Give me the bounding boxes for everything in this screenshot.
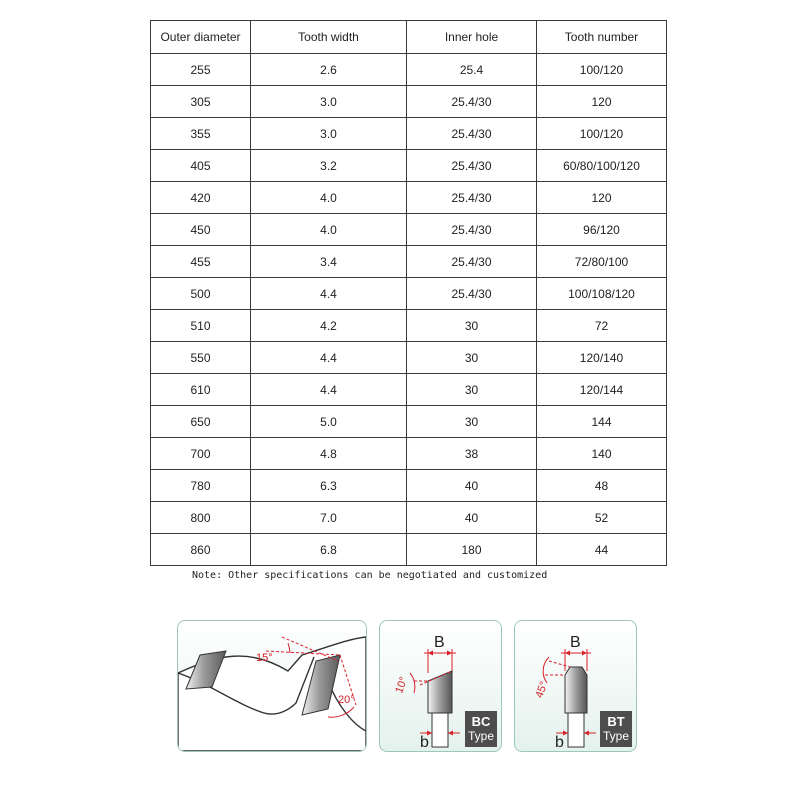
cell-outer-diameter: 500 (151, 278, 251, 310)
cell-outer-diameter: 455 (151, 246, 251, 278)
cell-inner-hole: 25.4/30 (407, 118, 537, 150)
cell-inner-hole: 30 (407, 342, 537, 374)
table-row (151, 406, 667, 438)
bt-type-word: Type (602, 729, 629, 743)
cell-tooth-number: 48 (537, 470, 667, 502)
cell-tooth-number: 100/108/120 (537, 278, 667, 310)
cell-inner-hole: 180 (407, 534, 537, 566)
table-row (151, 374, 667, 406)
cell-tooth-width: 3.4 (251, 246, 407, 278)
cell-tooth-width: 7.0 (251, 502, 407, 534)
bc-base-label: b (420, 734, 429, 751)
cell-tooth-number: 100/120 (537, 118, 667, 150)
cell-outer-diameter: 610 (151, 374, 251, 406)
angle-bottom-label: 20° (338, 694, 355, 706)
cell-tooth-width: 5.0 (251, 406, 407, 438)
table-row (151, 502, 667, 534)
cell-inner-hole: 25.4/30 (407, 182, 537, 214)
cell-tooth-width: 3.2 (251, 150, 407, 182)
cell-inner-hole: 40 (407, 502, 537, 534)
table-row (151, 342, 667, 374)
table-row (151, 246, 667, 278)
bt-type-badge (600, 711, 632, 747)
cell-tooth-number: 52 (537, 502, 667, 534)
bt-angle-label: 45° (533, 679, 551, 700)
cell-tooth-width: 4.0 (251, 182, 407, 214)
table-row (151, 182, 667, 214)
cell-tooth-number: 44 (537, 534, 667, 566)
cell-tooth-number: 120/140 (537, 342, 667, 374)
spec-table (150, 20, 667, 566)
cell-tooth-width: 4.4 (251, 278, 407, 310)
bt-base-label: b (555, 734, 564, 751)
header-inner-hole: Inner hole (407, 21, 537, 54)
cell-outer-diameter: 800 (151, 502, 251, 534)
cell-outer-diameter: 305 (151, 86, 251, 118)
table-row (151, 438, 667, 470)
bt-type-code: BT (607, 714, 625, 729)
cell-tooth-width: 4.4 (251, 342, 407, 374)
cell-inner-hole: 25.4 (407, 54, 537, 86)
table-row (151, 150, 667, 182)
cell-outer-diameter: 700 (151, 438, 251, 470)
cell-inner-hole: 25.4/30 (407, 214, 537, 246)
cell-outer-diameter: 510 (151, 310, 251, 342)
table-row (151, 54, 667, 86)
cell-inner-hole: 40 (407, 470, 537, 502)
cell-outer-diameter: 650 (151, 406, 251, 438)
bc-angle-label: 10° (393, 675, 411, 696)
cell-inner-hole: 25.4/30 (407, 86, 537, 118)
cell-tooth-width: 4.4 (251, 374, 407, 406)
cell-tooth-number: 72 (537, 310, 667, 342)
header-tooth-number: Tooth number (537, 21, 667, 54)
cell-tooth-number: 120 (537, 182, 667, 214)
cell-inner-hole: 25.4/30 (407, 150, 537, 182)
bt-type-diagram (514, 620, 637, 752)
cell-tooth-width: 6.8 (251, 534, 407, 566)
cell-tooth-number: 96/120 (537, 214, 667, 246)
bc-type-code: BC (471, 714, 491, 729)
table-row (151, 470, 667, 502)
cell-tooth-number: 120/144 (537, 374, 667, 406)
bc-type-diagram (379, 620, 502, 752)
cell-outer-diameter: 420 (151, 182, 251, 214)
cell-tooth-width: 3.0 (251, 118, 407, 150)
cell-tooth-width: 4.8 (251, 438, 407, 470)
blade-diagram-graphic (178, 621, 366, 751)
spec-table-body (151, 54, 667, 566)
cell-outer-diameter: 255 (151, 54, 251, 86)
header-outer-diameter: Outer diameter (151, 21, 251, 54)
cell-tooth-number: 120 (537, 86, 667, 118)
table-row (151, 118, 667, 150)
cell-tooth-number: 100/120 (537, 54, 667, 86)
cell-tooth-width: 6.3 (251, 470, 407, 502)
bc-type-badge (465, 711, 497, 747)
cell-tooth-number: 60/80/100/120 (537, 150, 667, 182)
angle-top-label: 15° (256, 652, 273, 664)
note-text: Note: Other specifications can be negotiated and customized (192, 570, 548, 581)
cell-tooth-width: 4.2 (251, 310, 407, 342)
cell-tooth-number: 72/80/100 (537, 246, 667, 278)
cell-inner-hole: 30 (407, 406, 537, 438)
cell-tooth-width: 3.0 (251, 86, 407, 118)
cell-inner-hole: 30 (407, 310, 537, 342)
table-row (151, 86, 667, 118)
cell-tooth-width: 4.0 (251, 214, 407, 246)
header-tooth-width: Tooth width (251, 21, 407, 54)
table-row (151, 310, 667, 342)
blade-angle-diagram (177, 620, 367, 752)
table-row (151, 534, 667, 566)
cell-inner-hole: 25.4/30 (407, 278, 537, 310)
header-row (151, 21, 667, 54)
bc-type-word: Type (467, 729, 494, 743)
spec-table-header (151, 21, 667, 54)
cell-tooth-number: 144 (537, 406, 667, 438)
cell-inner-hole: 25.4/30 (407, 246, 537, 278)
cell-outer-diameter: 550 (151, 342, 251, 374)
bc-width-label: B (434, 634, 445, 651)
cell-tooth-width: 2.6 (251, 54, 407, 86)
table-row (151, 278, 667, 310)
table-row (151, 214, 667, 246)
cell-inner-hole: 38 (407, 438, 537, 470)
bt-width-label: B (570, 634, 581, 651)
cell-inner-hole: 30 (407, 374, 537, 406)
cell-tooth-number: 140 (537, 438, 667, 470)
cell-outer-diameter: 860 (151, 534, 251, 566)
cell-outer-diameter: 405 (151, 150, 251, 182)
bc-tooth-tip (428, 671, 452, 713)
cell-outer-diameter: 450 (151, 214, 251, 246)
bc-tooth-shank (432, 713, 448, 747)
cell-outer-diameter: 780 (151, 470, 251, 502)
bt-tooth-shank (568, 713, 584, 747)
bt-tooth-tip (565, 667, 587, 713)
cell-outer-diameter: 355 (151, 118, 251, 150)
